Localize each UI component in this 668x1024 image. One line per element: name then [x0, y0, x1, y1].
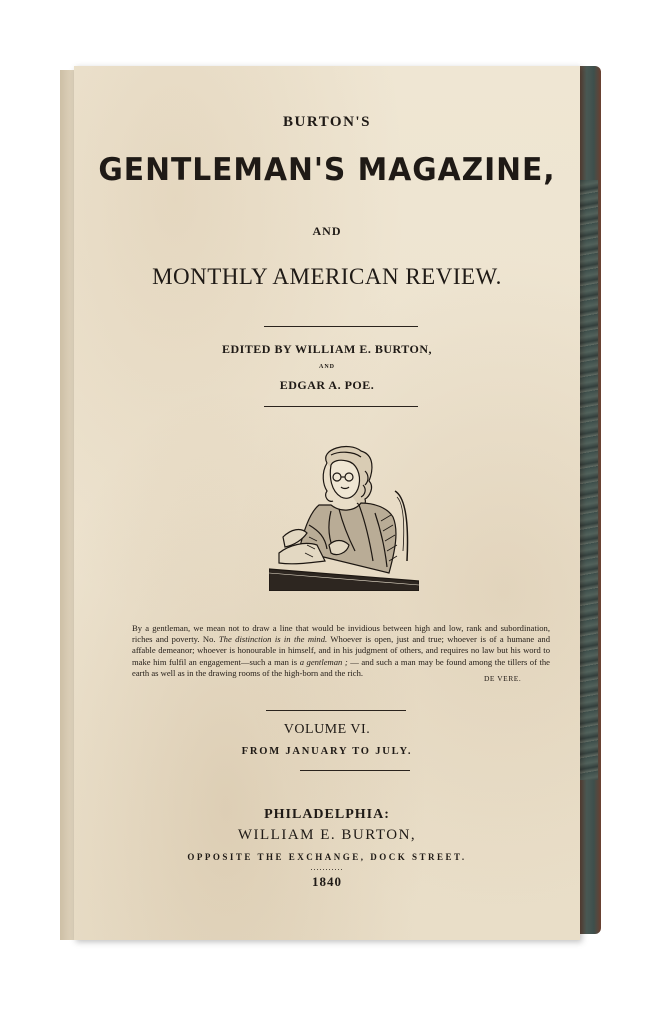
magazine-subtitle: MONTHLY AMERICAN REVIEW. — [152, 264, 502, 289]
epigraph — [132, 623, 550, 679]
marbled-board — [578, 180, 598, 780]
divider-rule — [264, 406, 418, 407]
magazine-title: GENTLEMAN'S MAGAZINE, — [98, 152, 556, 188]
edited-by: EDITED BY WILLIAM E. BURTON, — [221, 342, 433, 356]
publisher: WILLIAM E. BURTON, — [237, 827, 417, 843]
epigraph-text: — and such a man may be found among the tillers of the earth as well as in the drawing rooms of the high-born and the rich. — [132, 656, 550, 678]
co-editor: EDGAR A. POE. — [279, 378, 375, 392]
publisher-address: OPPOSITE THE EXCHANGE, DOCK STREET. — [187, 852, 467, 862]
title-page — [74, 66, 580, 940]
divider-rule — [264, 326, 418, 327]
epigraph-text: Whoever is open, just and true; whoever is of a humane and affable demeanor; whoever is honourable in himself, and in his judgment of others, and requires no law but his word to make him fulfil an engagement—such a man is — [132, 634, 551, 667]
publication-city: PHILADELPHIA: — [264, 807, 390, 822]
and-small: AND — [319, 364, 335, 370]
divider-rule — [300, 770, 410, 771]
date-range: FROM JANUARY TO JULY. — [241, 746, 413, 757]
portrait-engraving — [269, 441, 419, 591]
epigraph-text: By a gentleman, we mean not to draw a line that would be invidious between high and low, rank and subordination, riches and poverty. No. — [132, 623, 550, 645]
epigraph-italic: a gentleman ; — [299, 656, 348, 667]
divider-rule — [266, 710, 406, 711]
magazine-owner: BURTON'S — [283, 114, 371, 130]
epigraph-italic: The distinction is in the mind. — [218, 634, 328, 645]
volume-number: VOLUME VI. — [283, 722, 371, 737]
epigraph-author: DE VERE. — [484, 674, 522, 683]
publication-year: 1840 — [312, 874, 342, 889]
and-word: AND — [312, 224, 342, 238]
dot-ornament: ........... — [310, 863, 344, 872]
